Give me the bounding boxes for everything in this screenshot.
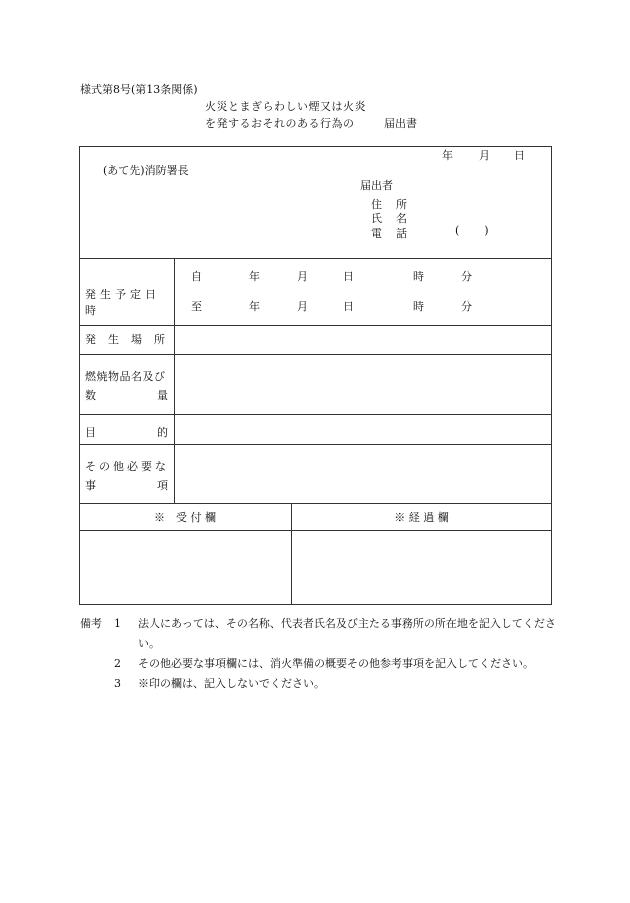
other-label-line1: その他必要な [85,460,169,473]
purpose-label: 目 的 [85,426,168,439]
materials-label-line2: 数 量 [85,389,168,402]
note-text: 法人にあっては、その名称、代表者氏名及び主たる事務所の所在地を記入してください。 [138,617,556,650]
phone-label: 電 話 [371,227,407,240]
materials-field[interactable] [176,356,550,413]
note-item [80,614,560,654]
name-label: 氏 名 [371,212,407,225]
row-divider [79,325,552,326]
row-divider [79,414,552,415]
notes-heading: 備考 [80,617,102,630]
place-field[interactable] [176,327,550,353]
note-number: 1 [114,617,121,630]
from-day-label: 日 [343,270,354,283]
label-column-divider [174,258,175,503]
note-item [80,654,560,674]
row-divider [79,444,552,445]
from-year-label: 年 [249,270,260,283]
submitter-label: 届出者 [360,179,393,192]
progress-column-header: ※ 経 過 欄 [394,511,449,524]
name-field[interactable] [414,207,544,223]
from-minute-label: 分 [461,270,472,283]
note-text: その他必要な事項欄には、消火準備の概要その他参考事項を記入してください。 [138,657,534,670]
to-hour-label: 時 [413,300,424,313]
form-number: 様式第8号(第13条関係) [80,83,198,96]
from-label: 自 [191,270,202,283]
row-divider [79,530,552,531]
form-title-suffix: 届出書 [384,117,417,130]
note-text: ※印の欄は、記入しないでください。 [138,677,325,690]
to-day-label: 日 [343,300,354,313]
from-month-label: 月 [297,270,308,283]
materials-label-line1: 燃焼物品名及び [85,370,166,383]
place-label: 発生場所 [85,333,177,346]
note-number: 2 [114,657,121,670]
other-label-line2: 事 項 [85,479,168,492]
reception-column-header: ※ 受 付 欄 [154,511,216,524]
to-month-label: 月 [297,300,308,313]
address-label: 住 所 [371,198,407,211]
form-title-line1: 火災とまぎらわしい煙又は火炎 [205,100,366,113]
form-title-line2: を発するおそれのある行為の [205,117,355,130]
phone-parentheses: ( ) [455,224,490,237]
row-divider [79,258,552,259]
to-minute-label: 分 [461,300,472,313]
phone-field[interactable] [414,222,544,238]
to-label: 至 [191,300,202,313]
row-divider [79,354,552,355]
other-field[interactable] [176,446,550,502]
to-year-label: 年 [249,300,260,313]
row-divider [79,503,552,504]
purpose-field[interactable] [176,416,550,443]
date-day-label: 日 [514,149,525,162]
date-month-label: 月 [479,149,490,162]
date-year-label: 年 [442,149,453,162]
schedule-label: 発生予定日時 [85,288,160,317]
note-number: 3 [114,677,121,690]
notes-section [80,614,560,694]
note-item [80,674,560,694]
from-hour-label: 時 [413,270,424,283]
recipient: (あて先)消防署長 [103,164,189,177]
